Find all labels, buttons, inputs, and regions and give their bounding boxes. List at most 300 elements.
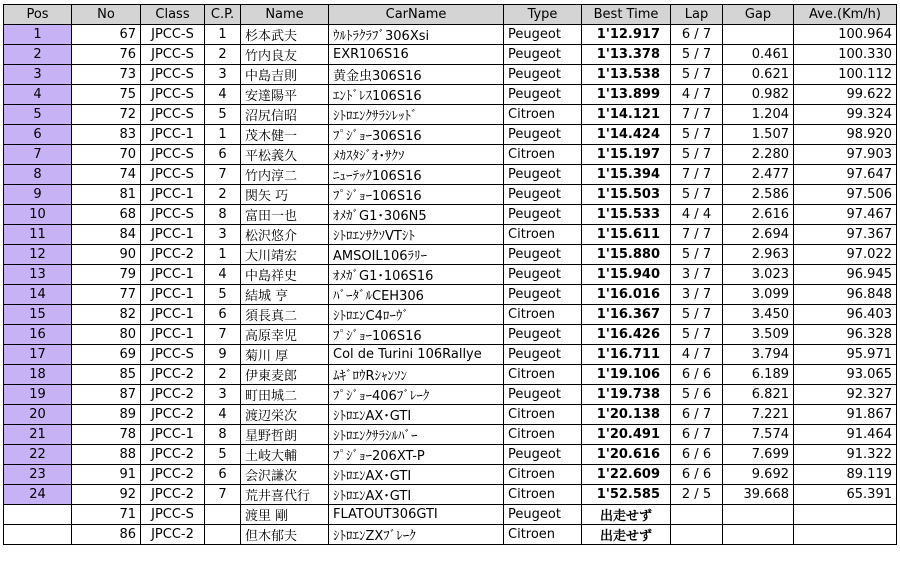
car-type-cell: Peugeot (504, 265, 582, 285)
class-cell: JPCC-1 (141, 185, 205, 205)
driver-name-cell: 渡里 剛 (241, 505, 329, 525)
driver-name-cell: 杉本武夫 (241, 25, 329, 45)
did-not-start-cell: 出走せず (582, 505, 671, 525)
best-time-cell: 1'12.917 (582, 25, 671, 45)
car-number-cell: 84 (72, 225, 141, 245)
lap-cell: 5 / 7 (671, 145, 723, 165)
average-speed-cell: 97.506 (794, 185, 897, 205)
class-cell: JPCC-2 (141, 365, 205, 385)
class-position-cell: 8 (205, 205, 241, 225)
car-number-cell: 90 (72, 245, 141, 265)
best-time-cell: 1'19.738 (582, 385, 671, 405)
average-speed-cell (794, 505, 897, 525)
car-type-cell: Citroen (504, 145, 582, 165)
class-position-cell: 7 (205, 325, 241, 345)
class-cell: JPCC-2 (141, 385, 205, 405)
average-speed-cell: 97.367 (794, 225, 897, 245)
car-type-cell: Peugeot (504, 285, 582, 305)
best-time-cell: 1'19.106 (582, 365, 671, 385)
table-row (4, 225, 897, 245)
driver-name-cell: 菊川 厚 (241, 345, 329, 365)
class-cell: JPCC-S (141, 65, 205, 85)
car-type-cell: Citroen (504, 365, 582, 385)
driver-name-cell: 荒井喜代行 (241, 485, 329, 505)
lap-cell: 5 / 7 (671, 125, 723, 145)
car-type-cell: Citroen (504, 425, 582, 445)
car-name-cell: ﾌﾟｼﾞｮｰ206XT-P (329, 445, 504, 465)
best-time-cell: 1'52.585 (582, 485, 671, 505)
best-time-cell: 1'15.611 (582, 225, 671, 245)
gap-cell: 7.699 (723, 445, 794, 465)
class-position-cell: 6 (205, 305, 241, 325)
driver-name-cell: 竹内良友 (241, 45, 329, 65)
gap-cell: 2.694 (723, 225, 794, 245)
car-name-cell: ﾌﾟｼﾞｮｰ406ﾌﾞﾚｰｸ (329, 385, 504, 405)
car-name-cell: ﾑｷﾞﾛｳRｼｬﾝｿﾝ (329, 365, 504, 385)
car-type-cell: Peugeot (504, 505, 582, 525)
best-time-cell: 1'16.016 (582, 285, 671, 305)
gap-cell: 7.574 (723, 425, 794, 445)
average-speed-cell: 93.065 (794, 365, 897, 385)
car-name-cell: 黄金虫306S16 (329, 65, 504, 85)
gap-cell: 3.099 (723, 285, 794, 305)
pos-cell: 18 (4, 365, 72, 385)
car-name-cell: ｳﾙﾄﾗｸﾗﾌﾞ306Xsi (329, 25, 504, 45)
driver-name-cell: 安達陽平 (241, 85, 329, 105)
car-type-cell: Peugeot (504, 445, 582, 465)
lap-cell: 3 / 7 (671, 265, 723, 285)
header-cp: C.P. (205, 5, 241, 25)
class-position-cell: 1 (205, 245, 241, 265)
class-cell: JPCC-2 (141, 485, 205, 505)
gap-cell: 3.023 (723, 265, 794, 285)
car-type-cell: Peugeot (504, 85, 582, 105)
average-speed-cell: 96.848 (794, 285, 897, 305)
car-type-cell: Peugeot (504, 385, 582, 405)
gap-cell: 39.668 (723, 485, 794, 505)
car-name-cell: ｼﾄﾛｴﾝZXﾌﾞﾚｰｸ (329, 525, 504, 545)
driver-name-cell: 富田一也 (241, 205, 329, 225)
car-name-cell: ﾌﾟｼﾞｮｰ106S16 (329, 325, 504, 345)
car-number-cell: 87 (72, 385, 141, 405)
car-number-cell: 71 (72, 505, 141, 525)
class-cell: JPCC-1 (141, 125, 205, 145)
pos-cell: 22 (4, 445, 72, 465)
car-name-cell: ﾌﾟｼﾞｮｰ106S16 (329, 185, 504, 205)
lap-cell: 5 / 7 (671, 305, 723, 325)
class-position-cell: 1 (205, 125, 241, 145)
driver-name-cell: 中島吉則 (241, 65, 329, 85)
best-time-cell: 1'13.538 (582, 65, 671, 85)
lap-cell: 6 / 7 (671, 425, 723, 445)
car-type-cell: Peugeot (504, 165, 582, 185)
lap-cell: 5 / 7 (671, 245, 723, 265)
car-name-cell: ﾆｭｰﾃｯｸ106S16 (329, 165, 504, 185)
class-position-cell: 5 (205, 105, 241, 125)
did-not-start-cell: 出走せず (582, 525, 671, 545)
lap-cell: 6 / 6 (671, 445, 723, 465)
class-cell: JPCC-S (141, 145, 205, 165)
best-time-cell: 1'16.711 (582, 345, 671, 365)
best-time-cell: 1'15.197 (582, 145, 671, 165)
pos-cell: 5 (4, 105, 72, 125)
driver-name-cell: 沼尻信昭 (241, 105, 329, 125)
average-speed-cell: 95.971 (794, 345, 897, 365)
car-type-cell: Citroen (504, 485, 582, 505)
class-position-cell: 7 (205, 165, 241, 185)
lap-cell: 6 / 6 (671, 465, 723, 485)
average-speed-cell: 91.867 (794, 405, 897, 425)
gap-cell: 3.509 (723, 325, 794, 345)
average-speed-cell: 100.330 (794, 45, 897, 65)
class-position-cell: 2 (205, 45, 241, 65)
car-number-cell: 80 (72, 325, 141, 345)
best-time-cell: 1'15.503 (582, 185, 671, 205)
class-cell: JPCC-S (141, 25, 205, 45)
car-name-cell: ｼﾄﾛｴﾝｸｻﾗｼﾙﾊﾞｰ (329, 425, 504, 445)
class-position-cell: 7 (205, 485, 241, 505)
gap-cell: 6.821 (723, 385, 794, 405)
car-name-cell: Col de Turini 106Rallye (329, 345, 504, 365)
table-row (4, 205, 897, 225)
driver-name-cell: 但木郁夫 (241, 525, 329, 545)
gap-cell: 0.621 (723, 65, 794, 85)
pos-cell: 24 (4, 485, 72, 505)
pos-cell: 12 (4, 245, 72, 265)
average-speed-cell: 97.903 (794, 145, 897, 165)
car-name-cell: ﾊﾞｰﾀﾞﾙCEH306 (329, 285, 504, 305)
car-number-cell: 67 (72, 25, 141, 45)
class-position-cell: 4 (205, 405, 241, 425)
driver-name-cell: 大川靖宏 (241, 245, 329, 265)
average-speed-cell: 65.391 (794, 485, 897, 505)
table-row (4, 45, 897, 65)
class-cell: JPCC-2 (141, 465, 205, 485)
class-cell: JPCC-2 (141, 405, 205, 425)
pos-cell: 20 (4, 405, 72, 425)
driver-name-cell: 須長真二 (241, 305, 329, 325)
best-time-cell: 1'15.394 (582, 165, 671, 185)
driver-name-cell: 竹内淳二 (241, 165, 329, 185)
class-position-cell: 2 (205, 185, 241, 205)
lap-cell: 4 / 7 (671, 345, 723, 365)
driver-name-cell: 松沢悠介 (241, 225, 329, 245)
pos-cell (4, 525, 72, 545)
best-time-cell: 1'22.609 (582, 465, 671, 485)
car-type-cell: Citroen (504, 465, 582, 485)
table-row (4, 285, 897, 305)
class-cell: JPCC-2 (141, 245, 205, 265)
car-type-cell: Citroen (504, 405, 582, 425)
pos-cell: 8 (4, 165, 72, 185)
class-cell: JPCC-2 (141, 525, 205, 545)
table-row (4, 525, 897, 545)
class-position-cell: 3 (205, 385, 241, 405)
gap-cell (723, 505, 794, 525)
driver-name-cell: 伊東麦郎 (241, 365, 329, 385)
car-number-cell: 81 (72, 185, 141, 205)
lap-cell: 5 / 7 (671, 65, 723, 85)
gap-cell: 7.221 (723, 405, 794, 425)
gap-cell: 2.280 (723, 145, 794, 165)
gap-cell: 9.692 (723, 465, 794, 485)
car-number-cell: 77 (72, 285, 141, 305)
driver-name-cell: 平松義久 (241, 145, 329, 165)
driver-name-cell: 高原幸児 (241, 325, 329, 345)
class-cell: JPCC-1 (141, 425, 205, 445)
lap-cell: 4 / 4 (671, 205, 723, 225)
class-cell: JPCC-S (141, 85, 205, 105)
lap-cell: 6 / 7 (671, 405, 723, 425)
car-name-cell: ｼﾄﾛｴﾝAX･GTI (329, 405, 504, 425)
pos-cell: 16 (4, 325, 72, 345)
car-name-cell: EXR106S16 (329, 45, 504, 65)
class-cell: JPCC-1 (141, 225, 205, 245)
pos-cell (4, 505, 72, 525)
gap-cell: 2.477 (723, 165, 794, 185)
gap-cell: 3.794 (723, 345, 794, 365)
car-number-cell: 91 (72, 465, 141, 485)
class-cell: JPCC-S (141, 345, 205, 365)
lap-cell: 7 / 7 (671, 105, 723, 125)
header-ave: Ave.(Km/h) (794, 5, 897, 25)
car-number-cell: 86 (72, 525, 141, 545)
car-number-cell: 69 (72, 345, 141, 365)
car-name-cell: ｼﾄﾛｴﾝAX･GTI (329, 485, 504, 505)
class-position-cell: 3 (205, 225, 241, 245)
lap-cell: 2 / 5 (671, 485, 723, 505)
class-position-cell: 3 (205, 65, 241, 85)
header-pos: Pos (4, 5, 72, 25)
driver-name-cell: 中島祥史 (241, 265, 329, 285)
table-row (4, 25, 897, 45)
class-position-cell (205, 505, 241, 525)
car-type-cell: Peugeot (504, 325, 582, 345)
lap-cell: 5 / 6 (671, 385, 723, 405)
table-row (4, 385, 897, 405)
average-speed-cell: 100.112 (794, 65, 897, 85)
car-type-cell: Citroen (504, 305, 582, 325)
car-number-cell: 78 (72, 425, 141, 445)
car-number-cell: 75 (72, 85, 141, 105)
table-row (4, 245, 897, 265)
pos-cell: 11 (4, 225, 72, 245)
pos-cell: 3 (4, 65, 72, 85)
pos-cell: 7 (4, 145, 72, 165)
car-name-cell: ｵﾒｶﾞG1･106S16 (329, 265, 504, 285)
car-number-cell: 73 (72, 65, 141, 85)
class-cell: JPCC-S (141, 105, 205, 125)
table-row (4, 165, 897, 185)
best-time-cell: 1'13.899 (582, 85, 671, 105)
average-speed-cell: 100.964 (794, 25, 897, 45)
average-speed-cell: 89.119 (794, 465, 897, 485)
car-type-cell: Peugeot (504, 25, 582, 45)
table-row (4, 445, 897, 465)
pos-cell: 6 (4, 125, 72, 145)
header-best-time: Best Time (582, 5, 671, 25)
pos-cell: 10 (4, 205, 72, 225)
car-name-cell: ﾌﾟｼﾞｮｰ306S16 (329, 125, 504, 145)
header-lap: Lap (671, 5, 723, 25)
car-number-cell: 72 (72, 105, 141, 125)
results-table-container (3, 4, 897, 545)
race-results-table (3, 4, 897, 545)
pos-cell: 13 (4, 265, 72, 285)
best-time-cell: 1'20.491 (582, 425, 671, 445)
best-time-cell: 1'15.940 (582, 265, 671, 285)
class-cell: JPCC-S (141, 505, 205, 525)
pos-cell: 2 (4, 45, 72, 65)
class-cell: JPCC-1 (141, 285, 205, 305)
pos-cell: 9 (4, 185, 72, 205)
gap-cell: 3.450 (723, 305, 794, 325)
gap-cell: 1.204 (723, 105, 794, 125)
class-cell: JPCC-S (141, 165, 205, 185)
pos-cell: 14 (4, 285, 72, 305)
class-cell: JPCC-1 (141, 325, 205, 345)
best-time-cell: 1'15.880 (582, 245, 671, 265)
class-cell: JPCC-1 (141, 305, 205, 325)
car-number-cell: 88 (72, 445, 141, 465)
car-type-cell: Peugeot (504, 185, 582, 205)
pos-cell: 17 (4, 345, 72, 365)
car-type-cell: Peugeot (504, 205, 582, 225)
best-time-cell: 1'15.533 (582, 205, 671, 225)
car-type-cell: Peugeot (504, 125, 582, 145)
class-cell: JPCC-S (141, 45, 205, 65)
car-number-cell: 85 (72, 365, 141, 385)
car-number-cell: 92 (72, 485, 141, 505)
table-row (4, 345, 897, 365)
class-cell: JPCC-1 (141, 265, 205, 285)
table-row (4, 305, 897, 325)
car-number-cell: 76 (72, 45, 141, 65)
pos-cell: 23 (4, 465, 72, 485)
car-name-cell: ｼﾄﾛｴﾝC4ﾛｰｳﾞ (329, 305, 504, 325)
car-name-cell: ｵﾒｶﾞG1･306N5 (329, 205, 504, 225)
car-name-cell: ｼﾄﾛｴﾝｸｻﾗｼﾚｯﾄﾞ (329, 105, 504, 125)
class-position-cell: 4 (205, 265, 241, 285)
lap-cell: 4 / 7 (671, 85, 723, 105)
gap-cell (723, 525, 794, 545)
results-body (4, 25, 897, 545)
lap-cell: 5 / 7 (671, 325, 723, 345)
table-row (4, 405, 897, 425)
average-speed-cell: 99.324 (794, 105, 897, 125)
header-type: Type (504, 5, 582, 25)
car-name-cell: ﾒｶｽﾀｼﾞｵ･ｻｸｿ (329, 145, 504, 165)
car-name-cell: FLATOUT306GTI (329, 505, 504, 525)
lap-cell: 3 / 7 (671, 285, 723, 305)
average-speed-cell: 98.920 (794, 125, 897, 145)
average-speed-cell: 97.022 (794, 245, 897, 265)
class-position-cell: 5 (205, 285, 241, 305)
lap-cell: 6 / 6 (671, 365, 723, 385)
class-position-cell: 1 (205, 25, 241, 45)
car-number-cell: 68 (72, 205, 141, 225)
car-number-cell: 83 (72, 125, 141, 145)
table-row (4, 505, 897, 525)
gap-cell (723, 25, 794, 45)
average-speed-cell: 96.945 (794, 265, 897, 285)
lap-cell: 5 / 7 (671, 45, 723, 65)
driver-name-cell: 会沢謙次 (241, 465, 329, 485)
average-speed-cell: 96.328 (794, 325, 897, 345)
table-row (4, 65, 897, 85)
gap-cell: 2.963 (723, 245, 794, 265)
driver-name-cell: 星野哲朗 (241, 425, 329, 445)
table-row (4, 465, 897, 485)
gap-cell: 0.982 (723, 85, 794, 105)
pos-cell: 1 (4, 25, 72, 45)
gap-cell: 6.189 (723, 365, 794, 385)
driver-name-cell: 結城 亨 (241, 285, 329, 305)
table-row (4, 265, 897, 285)
header-class: Class (141, 5, 205, 25)
class-cell: JPCC-S (141, 205, 205, 225)
car-number-cell: 79 (72, 265, 141, 285)
car-name-cell: ｼﾄﾛｴﾝｻｸｿVTｼﾄ (329, 225, 504, 245)
car-type-cell: Peugeot (504, 245, 582, 265)
class-position-cell: 5 (205, 445, 241, 465)
pos-cell: 4 (4, 85, 72, 105)
car-type-cell: Citroen (504, 525, 582, 545)
class-position-cell: 6 (205, 145, 241, 165)
pos-cell: 21 (4, 425, 72, 445)
table-row (4, 425, 897, 445)
class-position-cell: 9 (205, 345, 241, 365)
car-type-cell: Peugeot (504, 345, 582, 365)
class-position-cell: 8 (205, 425, 241, 445)
header-no: No (72, 5, 141, 25)
gap-cell: 2.586 (723, 185, 794, 205)
best-time-cell: 1'14.121 (582, 105, 671, 125)
table-row (4, 485, 897, 505)
driver-name-cell: 渡辺栄次 (241, 405, 329, 425)
gap-cell: 2.616 (723, 205, 794, 225)
header-gap: Gap (723, 5, 794, 25)
best-time-cell: 1'16.426 (582, 325, 671, 345)
average-speed-cell: 96.403 (794, 305, 897, 325)
car-name-cell: ｼﾄﾛｴﾝAX･GTI (329, 465, 504, 485)
header-name: Name (241, 5, 329, 25)
table-row (4, 105, 897, 125)
average-speed-cell: 91.464 (794, 425, 897, 445)
lap-cell: 6 / 7 (671, 25, 723, 45)
gap-cell: 0.461 (723, 45, 794, 65)
lap-cell: 5 / 7 (671, 185, 723, 205)
car-type-cell: Peugeot (504, 45, 582, 65)
car-type-cell: Peugeot (504, 65, 582, 85)
lap-cell: 7 / 7 (671, 225, 723, 245)
class-position-cell: 2 (205, 365, 241, 385)
pos-cell: 19 (4, 385, 72, 405)
driver-name-cell: 関矢 巧 (241, 185, 329, 205)
best-time-cell: 1'20.616 (582, 445, 671, 465)
table-row (4, 325, 897, 345)
class-cell: JPCC-2 (141, 445, 205, 465)
car-number-cell: 74 (72, 165, 141, 185)
lap-cell: 7 / 7 (671, 165, 723, 185)
lap-cell (671, 525, 723, 545)
average-speed-cell: 92.327 (794, 385, 897, 405)
best-time-cell: 1'20.138 (582, 405, 671, 425)
car-number-cell: 89 (72, 405, 141, 425)
table-row (4, 145, 897, 165)
header-carname: CarName (329, 5, 504, 25)
class-position-cell: 4 (205, 85, 241, 105)
